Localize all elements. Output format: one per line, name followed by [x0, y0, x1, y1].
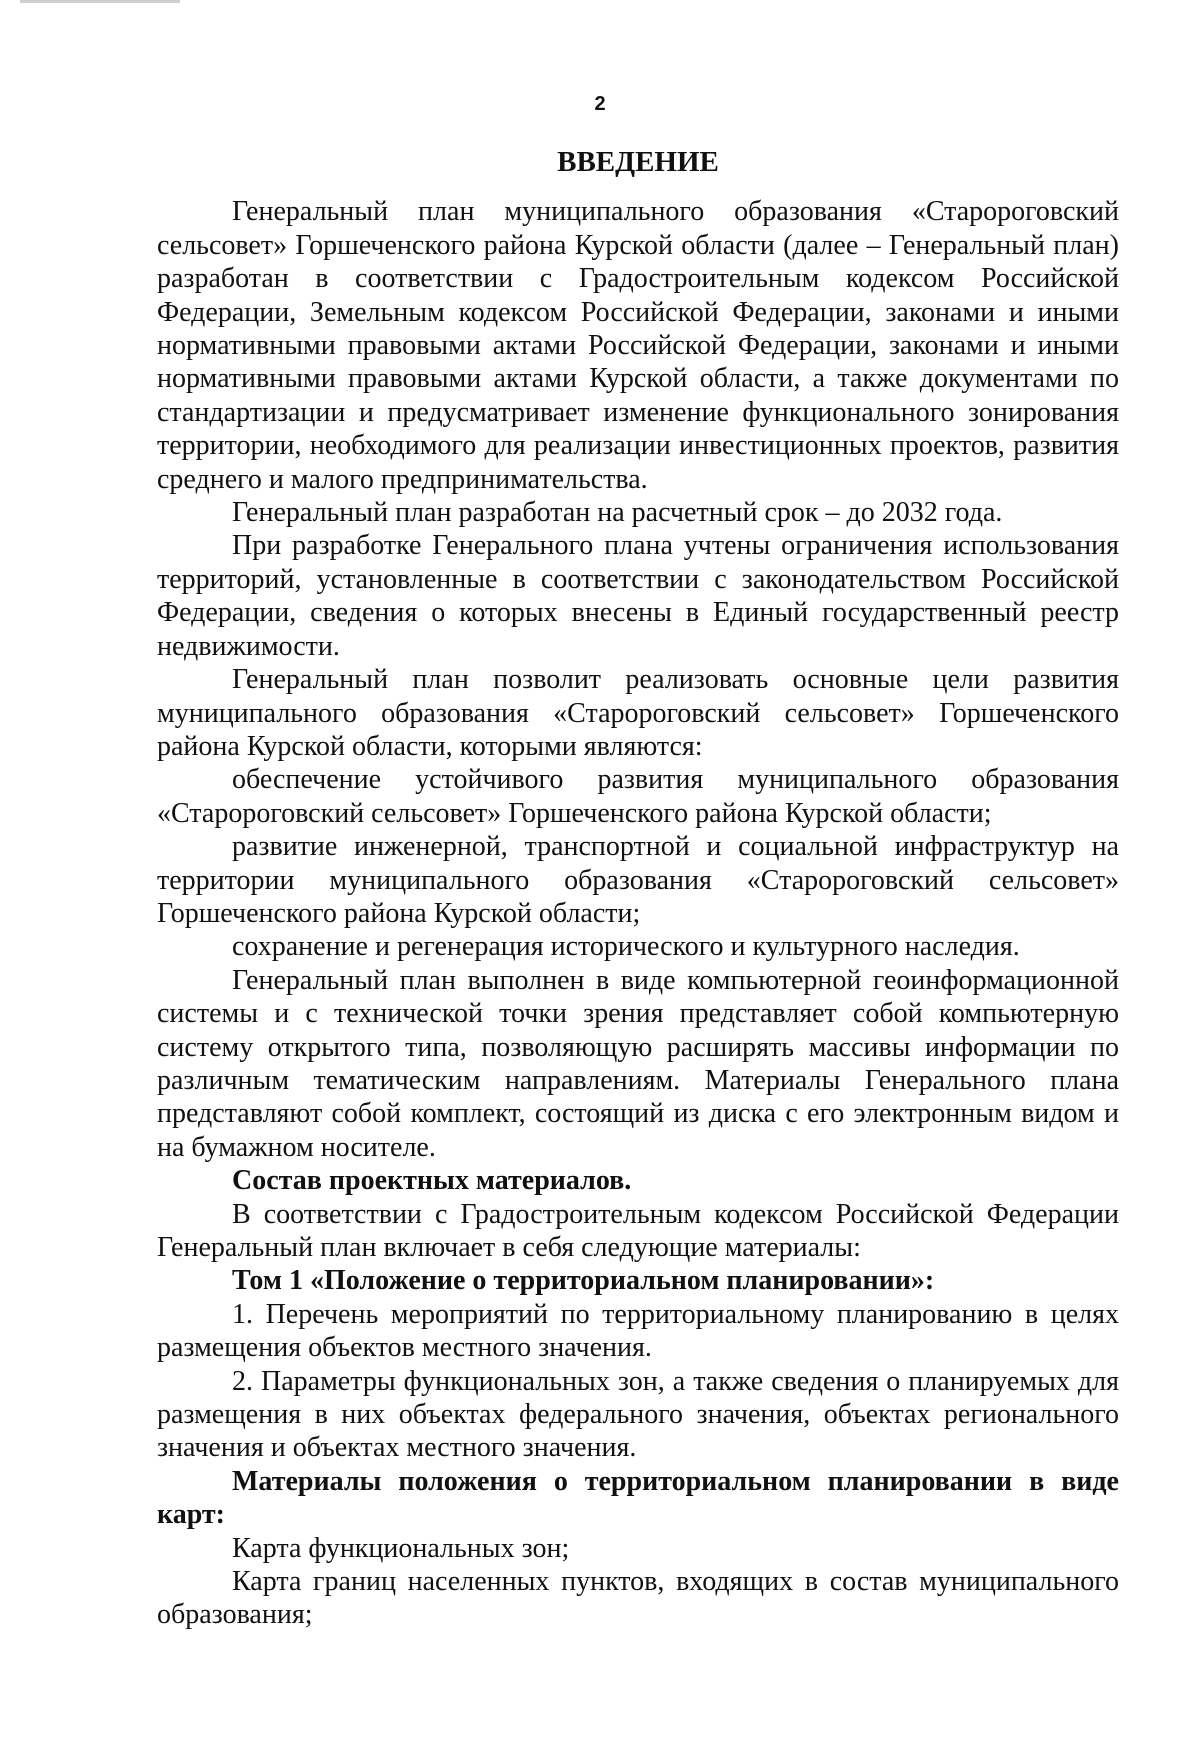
paragraph: Генеральный план разработан на расчетный срок – до 2032 года.: [232, 497, 1003, 529]
list-paragraph: обеспечение устойчивого развития муниципального образования «Старороговский сельсовет» Горшеченского района Курской области;: [157, 764, 1119, 829]
list-paragraph: Карта функциональных зон;: [232, 1532, 570, 1564]
section-heading: ВВЕДЕНИЕ: [557, 146, 719, 178]
paragraph: Генеральный план муниципального образования «Старороговский сельсовет» Горшеченского района Курской области (далее – Генеральный план) разработан в соответствии с Градостроительным кодексом Российской Федерации, Земельным кодексом Российской Федерации, законами и иными нормативными правовыми актами Российской Федерации, законами и иными нормативными правовыми актами Курской области, а также документами по стандартизации и предусматривает изменение функционального зонирования территории, необходимого для реализации инвестиционных проектов, развития среднего и малого предпринимательства.: [157, 196, 1119, 495]
list-paragraph: Карта границ населенных пунктов, входящих в состав муниципального образования;: [157, 1566, 1119, 1631]
list-paragraph: сохранение и регенерация исторического и культурного наследия.: [232, 931, 1020, 963]
paragraph: Генеральный план позволит реализовать основные цели развития муниципального образования «Старороговский сельсовет» Горшеченского района Курской области, которыми являются:: [157, 664, 1119, 762]
subheading: Том 1 «Положение о территориальном планировании»:: [232, 1265, 935, 1297]
numbered-item: 2. Параметры функциональных зон, а также сведения о планируемых для размещения в них объектах федерального значения, объектах регионального значения и объектах местного значения.: [157, 1365, 1119, 1464]
page-number: 2: [594, 93, 606, 115]
paragraph: В соответствии с Градостроительным кодексом Российской Федерации Генеральный план включает в себя следующие материалы:: [157, 1198, 1119, 1263]
paragraph: Генеральный план выполнен в виде компьютерной геоинформационной системы и с технической точки зрения представляет собой компьютерную систему открытого типа, позволяющую расширять массивы информации по различным тематическим направлениям. Материалы Генерального плана представляют собой комплект, состоящий из диска с его электронным видом и на бумажном носителе.: [157, 964, 1119, 1163]
document-body: [157, 146, 1119, 1632]
scan-artifact: [20, 0, 180, 3]
numbered-item: 1. Перечень мероприятий по территориальному планированию в целях размещения объектов местного значения.: [157, 1298, 1119, 1364]
list-paragraph: развитие инженерной, транспортной и социальной инфраструктур на территории муниципального образования «Старороговский сельсовет» Горшеченского района Курской области;: [157, 831, 1119, 929]
subheading: Состав проектных материалов.: [232, 1165, 632, 1197]
subheading: Материалы положения о территориальном планировании в виде карт:: [157, 1465, 1119, 1531]
paragraph: При разработке Генерального плана учтены ограничения использования территорий, установленные в соответствии с законодательством Российской Федерации, сведения о которых внесены в Единый государственный реестр недвижимости.: [157, 530, 1119, 662]
